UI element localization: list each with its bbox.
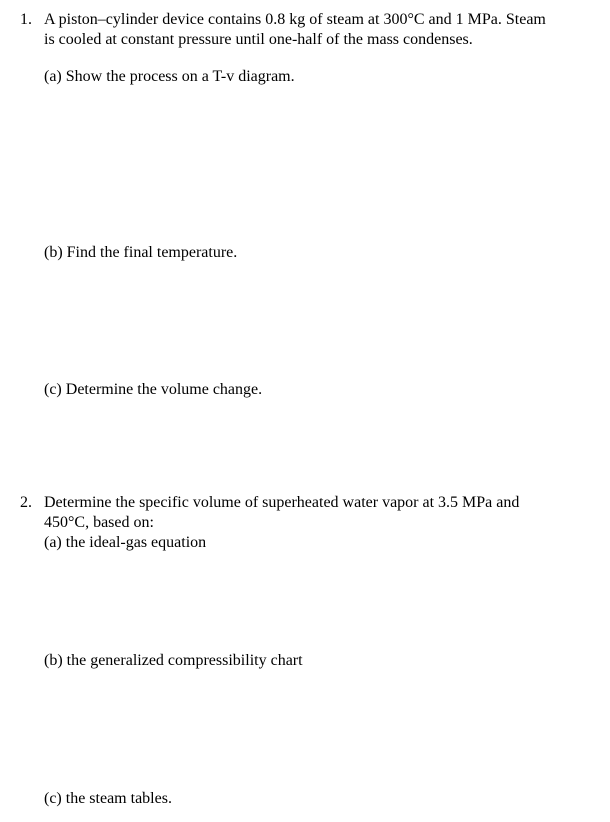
- question-text-line: is cooled at constant pressure until one-half of the mass condenses.: [44, 31, 473, 48]
- question-number: 2.: [20, 494, 32, 511]
- question-text-line: 450°C, based on:: [44, 514, 154, 531]
- question-text-line: A piston–cylinder device contains 0.8 kg of steam at 300°C and 1 MPa. Steam: [44, 11, 546, 28]
- question-number: 1.: [20, 11, 32, 28]
- question-part-c: (c) Determine the volume change.: [44, 381, 263, 398]
- question-part-c: (c) the steam tables.: [44, 790, 172, 807]
- question-part-b: (b) the generalized compressibility chart: [44, 652, 303, 669]
- question-text-line: Determine the specific volume of superheated water vapor at 3.5 MPa and: [44, 494, 520, 511]
- question-part-a: (a) the ideal-gas equation: [44, 534, 207, 551]
- question-part-a: (a) Show the process on a T-v diagram.: [44, 68, 295, 85]
- question-part-b: (b) Find the final temperature.: [44, 244, 238, 261]
